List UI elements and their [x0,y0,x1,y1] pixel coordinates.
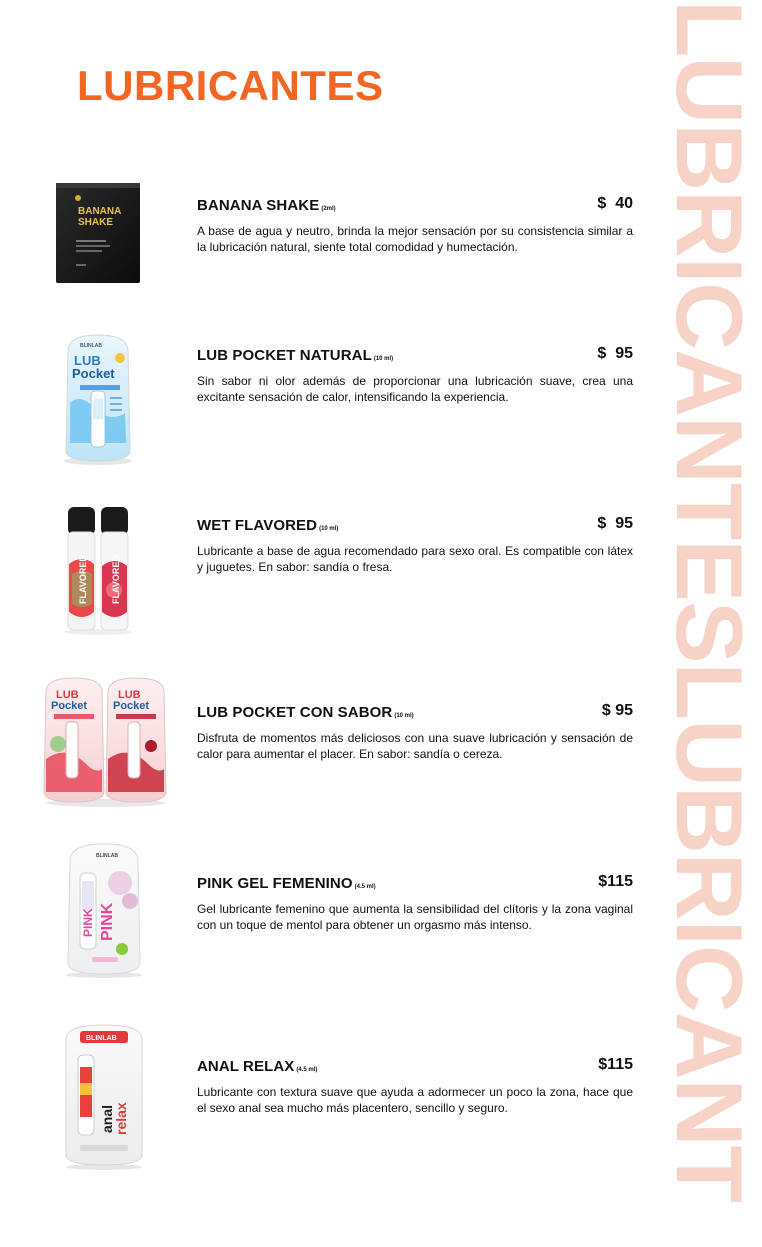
product-banana-shake [40,180,640,290]
svg-text:relax: relax [113,1102,129,1135]
product-size: (10 ml) [394,713,414,719]
product-size: (2ml) [321,206,336,212]
product-name: PINK GEL FEMENINO [197,875,353,892]
product-description: Lubricante a base de agua recomendado para sexo oral. Es compatible con látex y juguetes. En sabor: sandía o fresa. [197,544,633,574]
svg-text:BLINLAB: BLINLAB [96,853,118,859]
product-name: LUB POCKET NATURAL [197,347,372,364]
side-text-label: LUBRICANTESLUBRICANT [657,0,762,1202]
product-info [197,517,633,575]
svg-text:PINK: PINK [99,902,116,941]
svg-text:FLAVORED: FLAVORED [78,555,88,604]
product-description: Lubricante con textura suave que ayuda a adormecer un poco la zona, hace que el sexo anal sea mucho más placentero, sencillo y seguro. [197,1085,633,1115]
product-anal-relax [40,1023,640,1173]
product-price: $ 95 [597,345,633,362]
svg-text:PINK: PINK [81,908,95,937]
svg-text:FLAVORED: FLAVORED [111,555,121,604]
bottles-icon [40,504,150,639]
product-info [197,197,633,255]
product-description: Gel lubricante femenino que aumenta la sensibilidad del clítoris y la zona vaginal con un toque de mentol para obtener un orgasmo más intenso. [197,902,633,932]
svg-text:BLINLAB: BLINLAB [80,343,102,349]
product-info [197,347,633,405]
svg-text:anal: anal [99,1104,115,1133]
product-name: LUB POCKET CON SABOR [197,704,393,721]
blister-packs-icon [36,674,176,809]
svg-text:SHAKE: SHAKE [78,217,114,228]
product-name: ANAL RELAX [197,1058,295,1075]
product-wet-flavored [40,504,640,639]
product-header [197,875,633,895]
product-price: $ 40 [597,195,633,212]
product-description: Sin sabor ni olor además de proporcionar una lubricación suave, crea una excitante sensación de calor, intensificando la experiencia. [197,374,633,404]
svg-text:BLINLAB: BLINLAB [86,1035,117,1042]
svg-text:LUB: LUB [74,353,101,368]
product-price: $115 [598,873,633,890]
product-name: BANANA SHAKE [197,197,320,214]
product-header [197,1058,633,1078]
blister-pack-icon [40,333,150,468]
product-name: WET FLAVORED [197,517,318,534]
product-header [197,347,633,367]
product-header [197,704,633,724]
product-pink-gel-femenino [40,841,640,981]
product-price: $ 95 [597,515,633,532]
product-header [197,197,633,217]
product-size: (10 ml) [373,356,394,362]
svg-text:Pocket: Pocket [113,700,150,712]
product-info [197,1058,633,1116]
product-price: $115 [598,1056,633,1073]
product-size: (10 ml) [319,526,339,532]
relax-blister-icon [40,1023,150,1173]
svg-text:LUB: LUB [56,689,79,701]
product-size: (4.5 ml) [296,1067,318,1073]
svg-text:Pocket: Pocket [51,700,88,712]
product-lub-pocket-con-sabor [40,674,640,809]
product-info [197,875,633,933]
page-title: LUBRICANTES [77,62,384,109]
svg-text:Pocket: Pocket [72,366,115,381]
side-decorative-text [657,0,762,1247]
product-price: $ 95 [601,702,633,719]
svg-text:BANANA: BANANA [78,206,122,217]
svg-text:LUB: LUB [118,689,141,701]
sachet-icon [40,180,150,290]
pink-blister-icon [40,841,150,981]
product-lub-pocket-natural [40,333,640,468]
product-info [197,704,633,762]
product-size: (4.5 ml) [354,884,376,890]
product-description: A base de agua y neutro, brinda la mejor sensación por su consistencia similar a la lubricación natural, siente total comodidad y humectación. [197,224,633,254]
product-header [197,517,633,537]
product-description: Disfruta de momentos más deliciosos con una suave lubricación y sensación de calor para aumentar el placer. En sabor: sandía o cereza. [197,731,633,761]
